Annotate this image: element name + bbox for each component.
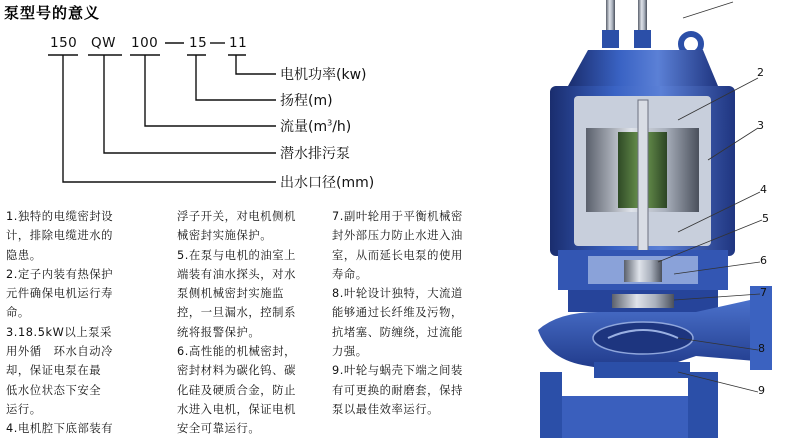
feature-line: 3.18.5kW以上泵采 <box>6 325 113 339</box>
feature-line: 6.高性能的机械密封， <box>177 345 297 359</box>
feature-line: 室，从而延长电泵的使用 <box>332 248 463 262</box>
feature-line: 7.副叶轮用于平衡机械密 <box>332 210 463 223</box>
code-head: 15 <box>189 35 208 51</box>
feature-line: 5.在泵与电机的油室上 <box>177 248 297 262</box>
page-title: 泵型号的意义 <box>4 4 101 22</box>
feature-line: 却，保证电泵在最 <box>6 364 102 378</box>
feature-line: 泵以最佳效率运行。 <box>332 402 440 416</box>
feature-line: 命。 <box>6 306 30 320</box>
feature-line: 安全可靠运行。 <box>177 422 261 436</box>
feature-line: 浮子开关，对电机侧机 <box>177 210 296 223</box>
meaning-power: 电机功率(kw) <box>280 67 367 83</box>
feature-line: 水进入电机，保证电机 <box>177 402 296 416</box>
feature-line: 化硅及硬质合金，防止 <box>177 383 296 397</box>
feature-line: 泵侧机械密封实施监 <box>177 287 285 301</box>
callout-number: 8 <box>758 342 765 355</box>
wear-ring-icon <box>594 362 690 378</box>
feature-line: 4.电机腔下底部装有 <box>6 422 114 436</box>
feature-line: 能够通过长纤维及污物， <box>332 306 463 320</box>
callout-number: 9 <box>758 384 765 397</box>
feature-line: 元件确保电机运行寿 <box>6 287 114 301</box>
feature-line: 8.叶轮设计独特，大流道 <box>332 287 463 301</box>
meaning-flow-tail: /h) <box>332 119 352 135</box>
meaning-pump-type: 潜水排污泵 <box>280 146 350 162</box>
callout-number: 5 <box>762 212 769 225</box>
meaning-flow-sup: 3 <box>327 118 333 128</box>
callout-number: 7 <box>760 286 767 299</box>
base-foot-right <box>688 372 718 438</box>
feature-line: 有可更换的耐磨套，保持 <box>332 383 463 397</box>
feature-line: 用外循 环水自动冷 <box>6 345 114 359</box>
features-column-1 <box>6 207 113 439</box>
callout-number: 4 <box>760 183 767 196</box>
feature-line: 运行。 <box>6 402 42 416</box>
feature-line: 1.独特的电缆密封设 <box>6 210 114 223</box>
code-flow: 100 <box>131 35 159 51</box>
motor-top-cover <box>568 50 718 86</box>
meaning-flow-text: 流量(m <box>280 119 328 135</box>
feature-line: 统将报警保护。 <box>177 325 261 339</box>
feature-line: 端装有油水探头，对水 <box>177 267 296 281</box>
model-code-connector-lines <box>0 0 520 200</box>
features-column-2 <box>177 207 296 439</box>
feature-line: 寿命。 <box>332 267 368 281</box>
features-column-3 <box>332 207 463 419</box>
meaning-flow <box>280 116 351 136</box>
feature-line: 械密封实施保护。 <box>177 229 273 243</box>
meaning-outlet-diameter: 出水口径(mm) <box>280 175 375 191</box>
feature-line: 隐患。 <box>6 248 42 262</box>
callout-number: 2 <box>757 66 764 79</box>
feature-line: 控，一旦漏水，控制系 <box>177 306 296 320</box>
base-foot-left <box>540 372 562 438</box>
feature-line: 封外部压力防止水进入油 <box>332 229 463 243</box>
callout-number: 3 <box>757 119 764 132</box>
code-power: 11 <box>229 35 248 51</box>
pump-base <box>562 396 688 438</box>
feature-line: 9.叶轮与蜗壳下端之间装 <box>332 364 463 378</box>
feature-line: 2.定子内装有热保护 <box>6 267 114 281</box>
feature-line: 抗堵塞、防缠绕，过流能 <box>332 325 463 339</box>
code-diameter: 150 <box>50 35 78 51</box>
feature-line: 密封材料为碳化钨、碳 <box>177 364 296 378</box>
feature-line: 计，排除电缆进水的 <box>6 229 114 243</box>
feature-line: 力强。 <box>332 345 368 359</box>
callout-number: 6 <box>760 254 767 267</box>
cable-icon <box>602 0 651 48</box>
feature-line: 低水位状态下安全 <box>6 383 102 397</box>
code-type: QW <box>91 35 116 51</box>
meaning-head: 扬程(m) <box>280 93 333 109</box>
